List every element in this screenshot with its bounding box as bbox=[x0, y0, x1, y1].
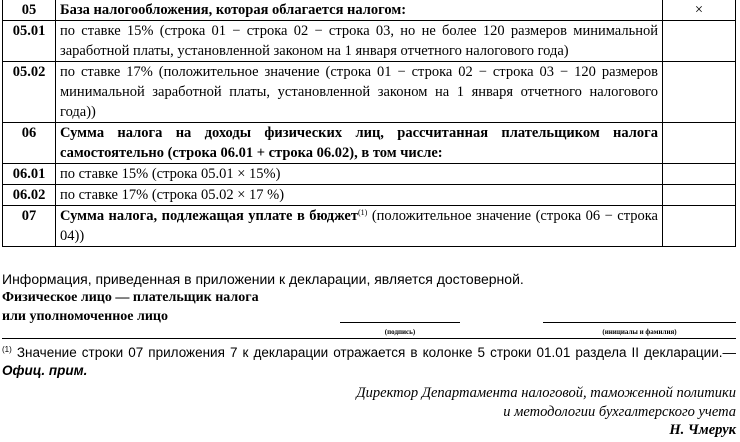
director-title-line2: и методологии бухгалтерского учета bbox=[503, 404, 736, 420]
row-code: 06 bbox=[3, 123, 56, 164]
table-row bbox=[3, 206, 736, 247]
row-value bbox=[663, 62, 736, 123]
row-value bbox=[663, 185, 736, 206]
row-value bbox=[663, 21, 736, 62]
row-value: × bbox=[663, 0, 736, 21]
signer-label-line1: Физическое лицо — плательщик налога bbox=[2, 290, 259, 305]
info-statement: Информация, приведенная в приложении к декларации, является достоверной. bbox=[2, 271, 524, 287]
row-description: База налогообложения, которая облагается налогом: bbox=[56, 0, 663, 21]
row-description-rest: (положительное значение (строка 06 − строка 04)) bbox=[60, 208, 658, 244]
table-row bbox=[3, 185, 736, 206]
row-value bbox=[663, 206, 736, 247]
table-row bbox=[3, 21, 736, 62]
table-row bbox=[3, 0, 736, 21]
row-description: по ставке 15% (строка 01 − строка 02 − строка 03, но не более 120 размеров минимальной заработной платы, установленной законом на 1 января отчетного налогового года) bbox=[56, 21, 663, 62]
signature-line bbox=[340, 322, 460, 323]
row-code: 07 bbox=[3, 206, 56, 247]
table-row bbox=[3, 62, 736, 123]
table-row bbox=[3, 123, 736, 164]
row-description bbox=[56, 206, 663, 247]
row-code: 06.01 bbox=[3, 164, 56, 185]
footnote-text: Значение строки 07 приложения 7 к декларации отражается в колонке 5 строки 01.01 раздела II декларации.— bbox=[11, 345, 736, 360]
row-value bbox=[663, 164, 736, 185]
row-description: Сумма налога на доходы физических лиц, рассчитанная плательщиком налога самостоятельно (строка 06.01 + строка 06.02), в том числе: bbox=[56, 123, 663, 164]
footnote-reference: (1) bbox=[358, 208, 368, 217]
income-tax-table bbox=[2, 0, 736, 247]
row-code: 06.02 bbox=[3, 185, 56, 206]
director-name: Н. Чмерук bbox=[669, 422, 736, 438]
row-code: 05.02 bbox=[3, 62, 56, 123]
signer-label-line2: или уполномоченное лицо bbox=[2, 309, 168, 324]
row-description-bold: Сумма налога, подлежащая уплате в бюджет bbox=[60, 208, 358, 224]
director-title-line1: Директор Департамента налоговой, таможенной политики bbox=[356, 385, 736, 401]
footnote-mark: (1) bbox=[2, 345, 12, 354]
name-caption: (инициалы и фамилия) bbox=[602, 328, 677, 336]
row-code: 05.01 bbox=[3, 21, 56, 62]
footnote-divider bbox=[2, 338, 736, 339]
row-description: по ставке 15% (строка 05.01 × 15%) bbox=[56, 164, 663, 185]
footnote bbox=[2, 344, 736, 380]
row-description: по ставке 17% (строка 05.02 × 17 %) bbox=[56, 185, 663, 206]
footnote-note: Офиц. прим. bbox=[2, 363, 88, 378]
row-value bbox=[663, 123, 736, 164]
row-code: 05 bbox=[3, 0, 56, 21]
row-description: по ставке 17% (положительное значение (строка 01 − строка 02 − строка 03 − 120 размеров минимальной заработной платы, установленной законом на 1 января отчетного налогового года)) bbox=[56, 62, 663, 123]
name-line bbox=[543, 322, 736, 323]
table-row bbox=[3, 164, 736, 185]
signature-caption: (подпись) bbox=[384, 328, 416, 336]
